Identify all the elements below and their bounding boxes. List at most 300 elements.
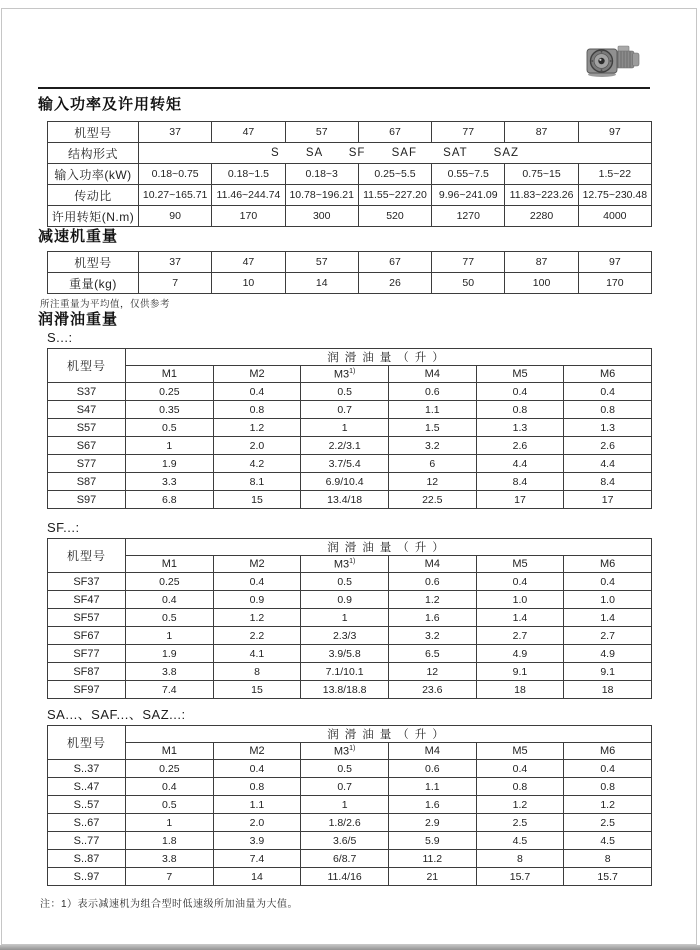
model-cell: SF77 xyxy=(48,645,126,663)
table-cell: 2.7 xyxy=(476,627,564,645)
table-row xyxy=(48,383,652,401)
table-cell: 2.9 xyxy=(388,814,476,832)
table-cell: 13.4/18 xyxy=(301,491,389,509)
table-row xyxy=(48,122,652,143)
mount-position-header xyxy=(476,366,564,383)
table-row xyxy=(48,252,652,273)
table-cell: 0.4 xyxy=(213,573,301,591)
mount-position-header xyxy=(388,743,476,760)
model-cell: S..47 xyxy=(48,778,126,796)
table-cell: 0.8 xyxy=(213,401,301,419)
table-cell: 9.96~241.09 xyxy=(432,185,505,206)
table-cell: 100 xyxy=(505,273,578,294)
table-cell: 1.3 xyxy=(476,419,564,437)
table-cell: 1 xyxy=(126,627,214,645)
table-cell: 1 xyxy=(126,814,214,832)
reducer-weight-table xyxy=(47,251,652,294)
table-cell: 8 xyxy=(213,663,301,681)
table-cell: 11.2 xyxy=(388,850,476,868)
table-cell: 8.4 xyxy=(476,473,564,491)
table-cell: 0.5 xyxy=(126,609,214,627)
model-column-header: 机型号 xyxy=(48,726,126,760)
mount-position-header xyxy=(213,743,301,760)
table-cell: 15 xyxy=(213,491,301,509)
table-cell: 4.1 xyxy=(213,645,301,663)
table-cell: 1270 xyxy=(432,206,505,227)
table-cell: 2.7 xyxy=(564,627,652,645)
power-torque-table xyxy=(47,121,652,227)
table-cell: 0.6 xyxy=(388,760,476,778)
data-table xyxy=(47,251,652,294)
table-cell: 0.5 xyxy=(126,796,214,814)
model-cell: S37 xyxy=(48,383,126,401)
mount-position-header xyxy=(476,556,564,573)
model-cell: SF87 xyxy=(48,663,126,681)
table-cell: 0.4 xyxy=(476,383,564,401)
table-cell: 10 xyxy=(212,273,285,294)
table-subheader-row xyxy=(48,366,652,383)
table-cell: 3.7/5.4 xyxy=(301,455,389,473)
table-cell: 11.4/16 xyxy=(301,868,389,886)
row-label: 输入功率(kW) xyxy=(48,164,139,185)
model-cell: S..97 xyxy=(48,868,126,886)
table-cell: 1.6 xyxy=(388,609,476,627)
table-cell: 4.4 xyxy=(564,455,652,473)
table-cell: 18 xyxy=(564,681,652,699)
table-cell: 0.7 xyxy=(301,401,389,419)
table-cell: 0.35 xyxy=(126,401,214,419)
table-cell: 37 xyxy=(139,252,212,273)
table-cell: 1.8/2.6 xyxy=(301,814,389,832)
oil-section-sf xyxy=(47,521,652,699)
table-cell: 3.8 xyxy=(126,663,214,681)
table-cell: 77 xyxy=(432,252,505,273)
mount-position-header xyxy=(388,556,476,573)
table-cell: 2.6 xyxy=(476,437,564,455)
table-cell: 0.25 xyxy=(126,383,214,401)
table-cell: 10.78~196.21 xyxy=(285,185,358,206)
table-cell: 0.4 xyxy=(476,573,564,591)
structure-forms-cell: S SA SF SAF SAT SAZ xyxy=(139,143,652,164)
mount-position-label: M1 xyxy=(161,558,177,570)
table-cell: 6 xyxy=(388,455,476,473)
table-cell: 0.18~1.5 xyxy=(212,164,285,185)
row-label: 机型号 xyxy=(48,122,139,143)
mount-position-label: M6 xyxy=(600,745,616,757)
table-cell: 21 xyxy=(388,868,476,886)
table-cell: 77 xyxy=(432,122,505,143)
table-row xyxy=(48,573,652,591)
table-cell: 9.1 xyxy=(476,663,564,681)
table-cell: 4000 xyxy=(578,206,651,227)
mount-position-label: M2 xyxy=(249,745,265,757)
model-column-header: 机型号 xyxy=(48,539,126,573)
table-cell: 170 xyxy=(578,273,651,294)
table-cell: 97 xyxy=(578,122,651,143)
mount-position-label: M5 xyxy=(512,745,528,757)
table-cell: 15.7 xyxy=(476,868,564,886)
table-cell: 0.9 xyxy=(213,591,301,609)
table-row xyxy=(48,850,652,868)
data-table xyxy=(47,348,652,509)
mount-position-header xyxy=(564,743,652,760)
table-cell: 47 xyxy=(212,122,285,143)
mount-position-header xyxy=(476,743,564,760)
model-cell: S..37 xyxy=(48,760,126,778)
mount-position-header xyxy=(213,556,301,573)
table-cell: 170 xyxy=(212,206,285,227)
table-cell: 3.9/5.8 xyxy=(301,645,389,663)
table-row xyxy=(48,681,652,699)
table-cell: 97 xyxy=(578,252,651,273)
mount-position-label: M2 xyxy=(249,558,265,570)
mount-position-label: M3 xyxy=(333,368,350,381)
table-cell: 1.0 xyxy=(476,591,564,609)
table-cell: 7 xyxy=(126,868,214,886)
gear-motor-illustration xyxy=(585,42,642,78)
table-cell: 2.5 xyxy=(564,814,652,832)
mount-position-label: M3 xyxy=(333,745,350,758)
table-cell: 3.6/5 xyxy=(301,832,389,850)
mount-position-header xyxy=(126,556,214,573)
table-cell: 3.8 xyxy=(126,850,214,868)
table-cell: 15 xyxy=(213,681,301,699)
table-cell: 14 xyxy=(213,868,301,886)
table-cell: 0.6 xyxy=(388,573,476,591)
table-cell: 1 xyxy=(301,796,389,814)
model-cell: S77 xyxy=(48,455,126,473)
table-cell: 50 xyxy=(432,273,505,294)
table-cell: 1.2 xyxy=(213,419,301,437)
table-cell: 47 xyxy=(212,252,285,273)
table-cell: 4.2 xyxy=(213,455,301,473)
table-cell: 8.4 xyxy=(564,473,652,491)
model-cell: S87 xyxy=(48,473,126,491)
m3-note-ref: 1) xyxy=(349,367,356,375)
table-cell: 8.1 xyxy=(213,473,301,491)
mount-position-label: M1 xyxy=(161,745,177,757)
table-cell: 300 xyxy=(285,206,358,227)
table-cell: 0.5 xyxy=(301,383,389,401)
table-subheader-row xyxy=(48,556,652,573)
oil-quantity-group-header: 润滑油量（升） xyxy=(126,539,652,556)
model-column-header: 机型号 xyxy=(48,349,126,383)
table-cell: 520 xyxy=(358,206,431,227)
table-cell: 0.7 xyxy=(301,778,389,796)
table-cell: 1.0 xyxy=(564,591,652,609)
table-cell: 1.4 xyxy=(476,609,564,627)
table-cell: 2.0 xyxy=(213,437,301,455)
table-cell: 0.5 xyxy=(301,573,389,591)
table-row xyxy=(48,814,652,832)
table-cell: 2.3/3 xyxy=(301,627,389,645)
table-cell: 1.5~22 xyxy=(578,164,651,185)
oil-section-sa-saf-saz xyxy=(47,708,652,886)
table-cell: 57 xyxy=(285,122,358,143)
table-cell: 1.4 xyxy=(564,609,652,627)
m3-note-ref: 1) xyxy=(349,744,356,752)
table-cell: 0.4 xyxy=(126,778,214,796)
mount-position-label: M3 xyxy=(333,558,350,571)
mount-position-header xyxy=(126,743,214,760)
mount-position-header xyxy=(301,556,389,573)
table-cell: 2.6 xyxy=(564,437,652,455)
mount-position-label: M4 xyxy=(424,558,440,570)
data-table xyxy=(47,725,652,886)
table-row xyxy=(48,473,652,491)
table-cell: 1.6 xyxy=(388,796,476,814)
oil-table-s xyxy=(47,348,652,509)
table-cell: 1 xyxy=(126,437,214,455)
mount-position-label: M5 xyxy=(512,558,528,570)
row-label: 重量(kg) xyxy=(48,273,139,294)
table-row xyxy=(48,437,652,455)
table-row xyxy=(48,627,652,645)
header-rule xyxy=(38,87,650,89)
table-cell: 90 xyxy=(139,206,212,227)
mount-position-header xyxy=(564,366,652,383)
table-cell: 7.4 xyxy=(213,850,301,868)
table-row xyxy=(48,206,652,227)
weight-note: 所注重量为平均值，仅供参考 xyxy=(40,299,171,310)
table-cell: 0.4 xyxy=(564,760,652,778)
oil-quantity-group-header: 润滑油量（升） xyxy=(126,726,652,743)
table-cell: 5.9 xyxy=(388,832,476,850)
table-cell: 87 xyxy=(505,122,578,143)
table-cell: 7 xyxy=(139,273,212,294)
table-cell: 1.3 xyxy=(564,419,652,437)
table-cell: 12 xyxy=(388,473,476,491)
table-cell: 0.8 xyxy=(213,778,301,796)
table-cell: 12 xyxy=(388,663,476,681)
model-cell: S..67 xyxy=(48,814,126,832)
model-cell: SF97 xyxy=(48,681,126,699)
table-cell: 4.9 xyxy=(564,645,652,663)
table-cell: 0.8 xyxy=(476,778,564,796)
table-cell: 0.5 xyxy=(126,419,214,437)
mount-position-header xyxy=(213,366,301,383)
table-row xyxy=(48,273,652,294)
table-cell: 0.25 xyxy=(126,760,214,778)
table-header-row xyxy=(48,726,652,743)
m3-note-ref: 1) xyxy=(349,557,356,565)
model-cell: SF47 xyxy=(48,591,126,609)
model-cell: SF37 xyxy=(48,573,126,591)
table-cell: 67 xyxy=(358,122,431,143)
table-cell: 6.8 xyxy=(126,491,214,509)
table-cell: 0.75~15 xyxy=(505,164,578,185)
table-cell: 0.8 xyxy=(564,401,652,419)
table-cell: 0.25 xyxy=(126,573,214,591)
table-cell: 4.5 xyxy=(476,832,564,850)
table-cell: 8 xyxy=(476,850,564,868)
oil-table-sf xyxy=(47,538,652,699)
table-row xyxy=(48,663,652,681)
table-cell: 2.2/3.1 xyxy=(301,437,389,455)
table-cell: 9.1 xyxy=(564,663,652,681)
model-cell: S..77 xyxy=(48,832,126,850)
table-cell: 1.5 xyxy=(388,419,476,437)
table-cell: 1.1 xyxy=(388,401,476,419)
table-cell: 13.8/18.8 xyxy=(301,681,389,699)
table-cell: 87 xyxy=(505,252,578,273)
model-cell: S57 xyxy=(48,419,126,437)
table-subheader-row xyxy=(48,743,652,760)
table-cell: 4.5 xyxy=(564,832,652,850)
oil-quantity-group-header: 润滑油量（升） xyxy=(126,349,652,366)
oil-section-label-s: S...: xyxy=(47,330,73,345)
mount-position-header xyxy=(126,366,214,383)
table-cell: 10.27~165.71 xyxy=(139,185,212,206)
table-cell: 17 xyxy=(564,491,652,509)
table-cell: 0.9 xyxy=(301,591,389,609)
table-row xyxy=(48,868,652,886)
row-label: 许用转矩(N.m) xyxy=(48,206,139,227)
gear-reducer-photo xyxy=(585,42,642,78)
table-cell: 17 xyxy=(476,491,564,509)
table-cell: 0.4 xyxy=(126,591,214,609)
table-cell: 4.4 xyxy=(476,455,564,473)
table-cell: 1.1 xyxy=(388,778,476,796)
table-row xyxy=(48,185,652,206)
mount-position-label: M2 xyxy=(249,368,265,380)
table-cell: 1.2 xyxy=(476,796,564,814)
section-title-input-power: 输入功率及许用转矩 xyxy=(38,96,183,113)
table-row xyxy=(48,491,652,509)
model-cell: S47 xyxy=(48,401,126,419)
table-cell: 11.55~227.20 xyxy=(358,185,431,206)
table-row xyxy=(48,832,652,850)
model-cell: S67 xyxy=(48,437,126,455)
table-cell: 12.75~230.48 xyxy=(578,185,651,206)
table-cell: 23.6 xyxy=(388,681,476,699)
section-title-reducer-weight: 减速机重量 xyxy=(38,228,119,245)
table-cell: 11.83~223.26 xyxy=(505,185,578,206)
row-label: 传动比 xyxy=(48,185,139,206)
mount-position-header xyxy=(564,556,652,573)
table-cell: 0.4 xyxy=(213,383,301,401)
table-cell: 0.8 xyxy=(564,778,652,796)
table-cell: 0.55~7.5 xyxy=(432,164,505,185)
model-cell: S..57 xyxy=(48,796,126,814)
table-cell: 7.1/10.1 xyxy=(301,663,389,681)
table-cell: 0.4 xyxy=(564,573,652,591)
table-cell: 0.18~0.75 xyxy=(139,164,212,185)
table-header-row xyxy=(48,349,652,366)
table-cell: 6.9/10.4 xyxy=(301,473,389,491)
mount-position-label: M1 xyxy=(161,368,177,380)
table-cell: 2280 xyxy=(505,206,578,227)
table-cell: 8 xyxy=(564,850,652,868)
table-row xyxy=(48,591,652,609)
model-cell: S..87 xyxy=(48,850,126,868)
oil-table-sa-saf-saz xyxy=(47,725,652,886)
table-cell: 0.4 xyxy=(564,383,652,401)
table-cell: 2.2 xyxy=(213,627,301,645)
table-cell: 6.5 xyxy=(388,645,476,663)
table-cell: 57 xyxy=(285,252,358,273)
table-cell: 3.2 xyxy=(388,627,476,645)
table-cell: 0.4 xyxy=(213,760,301,778)
section-title-oil-weight: 润滑油重量 xyxy=(38,311,119,328)
oil-section-label-sa-saf-saz: SA...、SAF...、SAZ...: xyxy=(47,707,186,722)
oil-section-s xyxy=(47,331,652,509)
table-cell: 1.9 xyxy=(126,645,214,663)
page-bottom-edge xyxy=(0,945,700,950)
table-cell: 11.46~244.74 xyxy=(212,185,285,206)
table-row xyxy=(48,455,652,473)
table-cell: 22.5 xyxy=(388,491,476,509)
table-row xyxy=(48,164,652,185)
table-cell: 3.2 xyxy=(388,437,476,455)
mount-position-label: M4 xyxy=(424,368,440,380)
table-cell: 1.2 xyxy=(564,796,652,814)
mount-position-label: M4 xyxy=(424,745,440,757)
model-cell: SF67 xyxy=(48,627,126,645)
table-cell: 26 xyxy=(358,273,431,294)
table-cell: 0.4 xyxy=(476,760,564,778)
table-cell: 1.8 xyxy=(126,832,214,850)
table-cell: 15.7 xyxy=(564,868,652,886)
table-header-row xyxy=(48,539,652,556)
table-cell: 67 xyxy=(358,252,431,273)
table-cell: 2.5 xyxy=(476,814,564,832)
table-cell: 1.1 xyxy=(213,796,301,814)
table-cell: 18 xyxy=(476,681,564,699)
table-cell: 6/8.7 xyxy=(301,850,389,868)
row-label: 机型号 xyxy=(48,252,139,273)
table-cell: 0.8 xyxy=(476,401,564,419)
table-cell: 0.25~5.5 xyxy=(358,164,431,185)
table-cell: 3.3 xyxy=(126,473,214,491)
table-cell: 1.2 xyxy=(213,609,301,627)
table-cell: 1 xyxy=(301,609,389,627)
table-cell: 0.5 xyxy=(301,760,389,778)
model-cell: S97 xyxy=(48,491,126,509)
table-row xyxy=(48,419,652,437)
model-cell: SF57 xyxy=(48,609,126,627)
mount-position-label: M6 xyxy=(600,558,616,570)
data-table xyxy=(47,121,652,227)
mount-position-label: M6 xyxy=(600,368,616,380)
table-cell: 14 xyxy=(285,273,358,294)
table-row xyxy=(48,401,652,419)
table-cell: 1 xyxy=(301,419,389,437)
mount-position-header xyxy=(388,366,476,383)
table-row xyxy=(48,143,652,164)
footer-note: 注：1）表示减速机为组合型时低速级所加油量为大值。 xyxy=(40,899,299,910)
mount-position-header xyxy=(301,743,389,760)
table-cell: 37 xyxy=(139,122,212,143)
oil-section-label-sf: SF...: xyxy=(47,520,80,535)
table-row xyxy=(48,609,652,627)
table-row xyxy=(48,778,652,796)
table-cell: 0.6 xyxy=(388,383,476,401)
table-row xyxy=(48,796,652,814)
table-row xyxy=(48,645,652,663)
table-cell: 1.9 xyxy=(126,455,214,473)
table-cell: 1.2 xyxy=(388,591,476,609)
table-row xyxy=(48,760,652,778)
table-cell: 4.9 xyxy=(476,645,564,663)
data-table xyxy=(47,538,652,699)
row-label: 结构形式 xyxy=(48,143,139,164)
mount-position-header xyxy=(301,366,389,383)
table-cell: 0.18~3 xyxy=(285,164,358,185)
table-cell: 3.9 xyxy=(213,832,301,850)
table-cell: 2.0 xyxy=(213,814,301,832)
table-cell: 7.4 xyxy=(126,681,214,699)
